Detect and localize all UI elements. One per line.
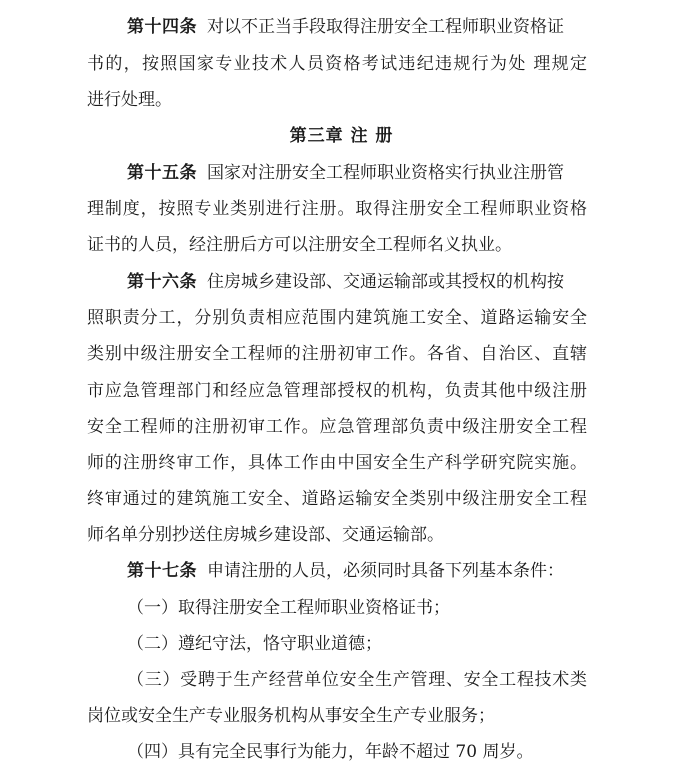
- chapter-title: 第三章 注 册: [289, 126, 394, 146]
- article-16-text-1: 住房城乡建设部、交通运输部或其授权的机构按: [207, 272, 564, 292]
- article-17-item-3: （三）受聘于生产经营单位安全生产管理、安全工程技术类: [127, 670, 587, 690]
- article-16-line-8: 师名单分别抄送住房城乡建设部、交通运输部。: [87, 525, 444, 545]
- article-17-item-1: （一）取得注册安全工程师职业资格证书；: [127, 598, 450, 618]
- article-14-label: 第十四条: [127, 17, 197, 37]
- article-14-line-3: 进行处理。: [87, 90, 172, 110]
- article-15-line-3: 证书的人员，经注册后方可以注册安全工程师名义执业。: [87, 235, 512, 255]
- article-14-line-1: [127, 9, 587, 45]
- article-16-line-7: 终审通过的建筑施工安全、道路运输安全类别中级注册安全工程: [87, 489, 587, 509]
- article-16-line-2: 照职责分工，分别负责相应范围内建筑施工安全、道路运输安全: [87, 308, 587, 328]
- article-16-line-4: 市应急管理部门和经应急管理部授权的机构，负责其他中级注册: [87, 381, 587, 401]
- article-16-line-1: [127, 264, 587, 300]
- article-14-text-1: 对以不正当手段取得注册安全工程师职业资格证: [207, 17, 564, 37]
- article-15-line-2: 理制度，按照专业类别进行注册。取得注册安全工程师职业资格: [87, 199, 587, 219]
- article-17-item-3-continued: 岗位或安全生产专业服务机构从事安全生产专业服务；: [87, 706, 495, 726]
- article-16-line-6: 师的注册终审工作，具体工作由中国安全生产科学研究院实施。: [87, 453, 587, 473]
- article-14-line-2: 书的，按照国家专业技术人员资格考试违纪违规行为处 理规定: [87, 54, 587, 74]
- article-16-line-5: 安全工程师的注册初审工作。应急管理部负责中级注册安全工程: [87, 417, 587, 437]
- article-15-text-1: 国家对注册安全工程师职业资格实行执业注册管: [207, 163, 564, 183]
- article-16-line-3: 类别中级注册安全工程师的注册初审工作。各省、自治区、直辖: [87, 344, 587, 364]
- article-17-text-1: 申请注册的人员，必须同时具备下列基本条件：: [207, 561, 564, 581]
- article-15-label: 第十五条: [127, 163, 197, 183]
- article-17-line-1: [127, 553, 587, 589]
- article-17-item-2: （二）遵纪守法，恪守职业道德；: [127, 634, 382, 654]
- article-16-label: 第十六条: [127, 272, 197, 292]
- article-17-item-4: （四）具有完全民事行为能力，年龄不超过 70 周岁。: [127, 742, 534, 762]
- article-15-line-1: [127, 155, 587, 191]
- article-17-label: 第十七条: [127, 561, 197, 581]
